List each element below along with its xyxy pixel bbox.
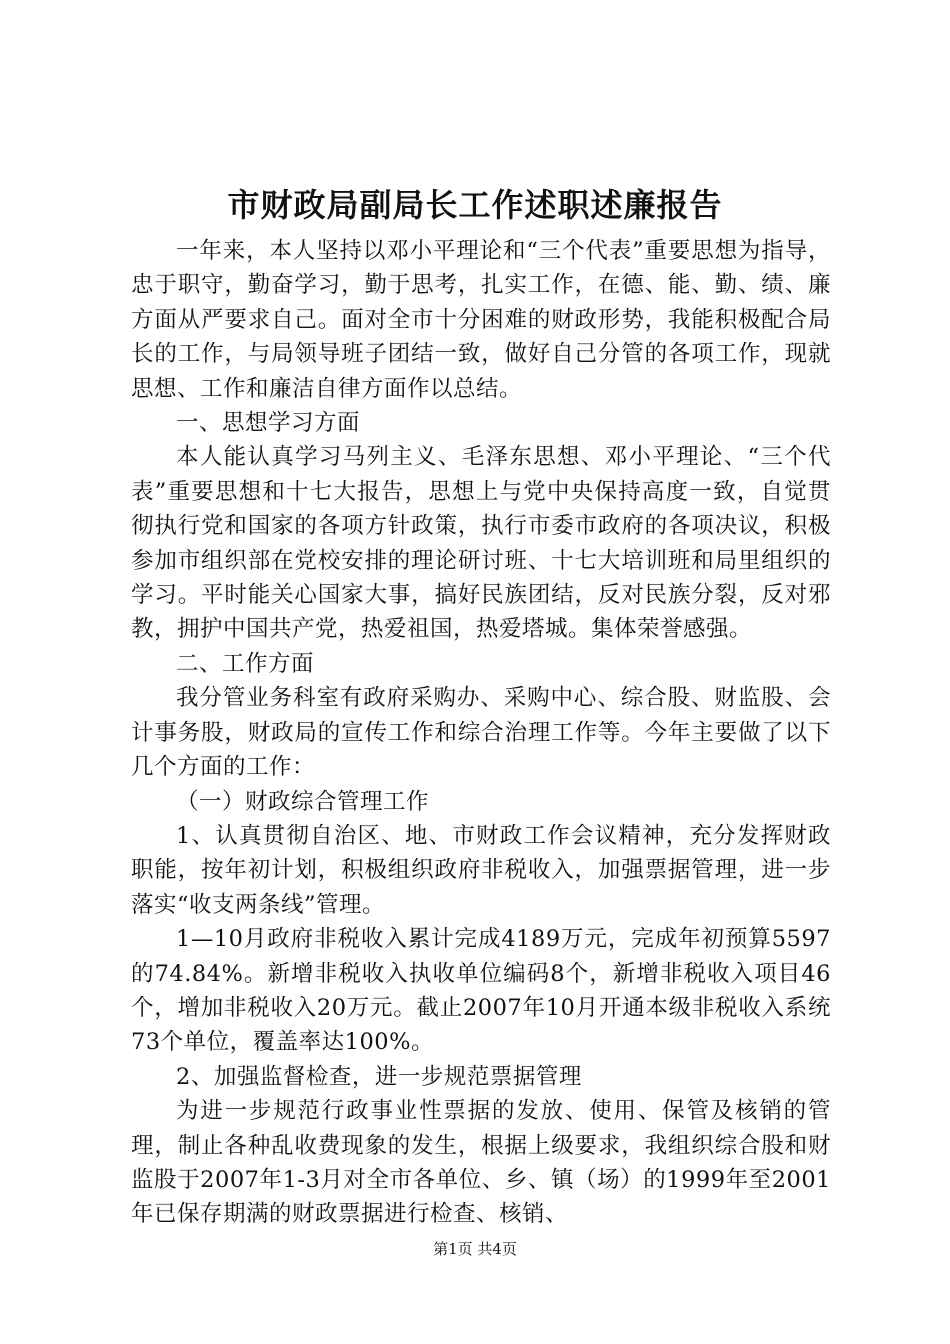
subsection-heading-finance: （一）财政综合管理工作 xyxy=(176,788,430,815)
paragraph-item-1: 1、认真贯彻自治区、地、市财政工作会议精神，充分发挥财政职能，按年初计划，积极组织政府非税收入，加强票据管理，进一步落实“收支两条线”管理。 xyxy=(131,822,831,918)
paragraph-inspection: 为进一步规范行政事业性票据的发放、使用、保管及核销的管理，制止各种乱收费现象的发生，根据上级要求，我组织综合股和财监股于2007年1-3月对全市各单位、乡、镇（场）的1999年至2001年已保存期满的财政票据进行检查、核销、 xyxy=(131,1098,831,1228)
section-heading-thought: 一、思想学习方面 xyxy=(176,410,361,437)
paragraph-intro: 一年来，本人坚持以邓小平理论和“三个代表”重要思想为指导，忠于职守，勤奋学习，勤于思考，扎实工作，在德、能、勤、绩、廉方面从严要求自己。面对全市十分困难的财政形势，我能积极配合局长的工作，与局领导班子团结一致，做好自己分管的各项工作，现就思想、工作和廉洁自律方面作以总结。 xyxy=(131,238,831,402)
paragraph-item-2: 2、加强监督检查，进一步规范票据管理 xyxy=(176,1063,582,1090)
document-body xyxy=(131,234,831,1232)
section-heading-work: 二、工作方面 xyxy=(176,650,315,677)
paragraph-work-scope: 我分管业务科室有政府采购办、采购中心、综合股、财监股、会计事务股，财政局的宣传工作和综合治理工作等。今年主要做了以下几个方面的工作： xyxy=(131,685,831,781)
paragraph-thought: 本人能认真学习马列主义、毛泽东思想、邓小平理论、“三个代表”重要思想和十七大报告，思想上与党中央保持高度一致，自觉贯彻执行党和国家的各项方针政策，执行市委市政府的各项决议，积极参加市组织部在党校安排的理论研讨班、十七大培训班和局里组织的学习。平时能关心国家大事，搞好民族团结，反对民族分裂，反对邪教，拥护中国共产党，热爱祖国，热爱塔城。集体荣誉感强。 xyxy=(131,444,831,643)
document-title: 市财政局副局长工作述职述廉报告 xyxy=(227,186,723,224)
paragraph-revenue-stats: 1—10月政府非税收入累计完成4189万元，完成年初预算5597的74.84%。新增非税收入执收单位编码8个，新增非税收入项目46个，增加非税收入20万元。截止2007年10月开通本级非税收入系统73个单位，覆盖率达100%。 xyxy=(131,926,831,1056)
page-footer: 第1页 共4页 xyxy=(433,1240,517,1258)
